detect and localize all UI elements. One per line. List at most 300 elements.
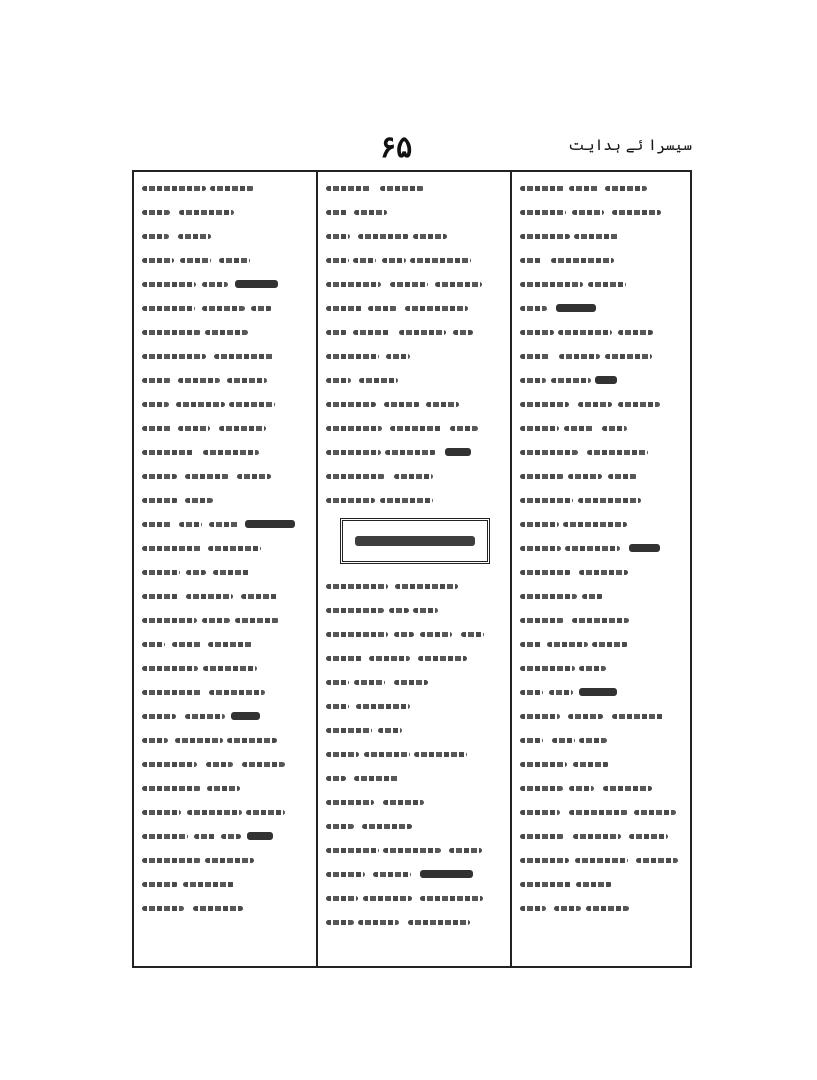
ink-stroke (435, 282, 482, 287)
ink-stroke (326, 872, 365, 877)
text-line (324, 394, 506, 414)
ink-stroke (202, 618, 230, 623)
text-line (518, 346, 686, 366)
ink-stroke (572, 210, 604, 215)
ink-stroke (595, 376, 617, 384)
ink-stroke (210, 186, 254, 191)
ink-stroke (445, 448, 471, 456)
ink-stroke (326, 450, 381, 455)
ink-stroke (202, 306, 245, 311)
ink-stroke (394, 632, 414, 637)
ink-stroke (142, 570, 180, 575)
ink-stroke (568, 714, 603, 719)
ink-stroke (605, 354, 652, 359)
ink-stroke (186, 570, 206, 575)
ink-stroke (461, 632, 484, 637)
ink-stroke (142, 306, 195, 311)
ink-stroke (179, 522, 202, 527)
text-line (518, 850, 686, 870)
text-line (140, 274, 312, 294)
ink-stroke (326, 728, 372, 733)
ink-stroke (142, 714, 176, 719)
ink-stroke (551, 258, 614, 263)
ink-stroke (142, 234, 169, 239)
ink-stroke (326, 426, 382, 431)
ink-stroke (390, 282, 428, 287)
middle-column-headwords (0, 0, 1, 1)
ink-stroke (326, 800, 374, 805)
ink-stroke (520, 450, 578, 455)
ink-stroke (602, 426, 627, 431)
ink-stroke (520, 810, 560, 815)
ink-stroke (520, 258, 542, 263)
ink-stroke (578, 402, 612, 407)
ink-stroke (185, 474, 229, 479)
ink-stroke (520, 378, 546, 383)
text-line (518, 778, 686, 798)
ink-stroke (219, 426, 266, 431)
ink-stroke (413, 608, 438, 613)
ink-stroke (227, 738, 277, 743)
text-line (140, 610, 312, 630)
ink-stroke (520, 642, 542, 647)
ink-stroke (142, 522, 172, 527)
text-line (140, 370, 312, 390)
ink-stroke (426, 402, 459, 407)
ink-stroke (551, 378, 591, 383)
ink-stroke (520, 786, 563, 791)
text-line (518, 898, 686, 918)
section-title-box (340, 518, 490, 564)
ink-stroke (418, 656, 467, 661)
ink-stroke (559, 354, 600, 359)
text-line (518, 250, 686, 270)
ink-stroke (520, 330, 554, 335)
ink-stroke (219, 258, 250, 263)
ink-stroke (326, 776, 346, 781)
ink-stroke (564, 426, 594, 431)
ink-stroke (241, 594, 278, 599)
ink-stroke (142, 330, 201, 335)
ink-stroke (363, 896, 412, 901)
ink-stroke (208, 546, 261, 551)
text-line (324, 490, 506, 510)
ink-stroke (246, 810, 285, 815)
ink-stroke (520, 834, 564, 839)
ink-stroke (209, 690, 265, 695)
ink-stroke (574, 234, 619, 239)
ink-stroke (569, 810, 628, 815)
ink-stroke (588, 282, 626, 287)
ink-stroke (579, 688, 617, 696)
ink-stroke (176, 402, 225, 407)
text-line (324, 576, 506, 596)
ink-stroke (186, 594, 233, 599)
text-line (140, 898, 312, 918)
ink-stroke (229, 402, 275, 407)
ink-stroke (142, 402, 169, 407)
ink-stroke (202, 282, 228, 287)
ink-stroke (420, 896, 483, 901)
ink-stroke (554, 906, 581, 911)
text-line (518, 682, 686, 702)
right-column-headwords (0, 0, 1, 1)
text-line (140, 802, 312, 822)
ink-stroke (142, 834, 188, 839)
text-line (324, 250, 506, 270)
ink-stroke (520, 858, 569, 863)
text-line (324, 912, 506, 932)
ink-stroke (142, 762, 197, 767)
text-line (140, 658, 312, 678)
ink-stroke (410, 258, 471, 263)
text-line (324, 720, 506, 740)
ink-stroke (142, 354, 206, 359)
ink-stroke (142, 642, 165, 647)
ink-stroke (326, 824, 354, 829)
ink-stroke (579, 570, 628, 575)
ink-stroke (356, 704, 410, 709)
ink-stroke (326, 680, 349, 685)
text-line (324, 226, 506, 246)
text-line (518, 826, 686, 846)
text-line (324, 744, 506, 764)
ink-stroke (634, 810, 676, 815)
text-line (324, 466, 506, 486)
ink-stroke (353, 258, 376, 263)
ink-stroke (179, 210, 234, 215)
headword (0, 0, 1, 1)
ink-stroke (378, 728, 402, 733)
text-line (518, 226, 686, 246)
ink-stroke (326, 354, 379, 359)
ink-stroke (520, 618, 564, 623)
text-line (140, 442, 312, 462)
ink-stroke (520, 666, 575, 671)
text-line (324, 370, 506, 390)
text-line (140, 514, 312, 534)
text-line (518, 586, 686, 606)
ink-stroke (380, 498, 433, 503)
ink-stroke (380, 186, 424, 191)
text-line (324, 202, 506, 222)
ink-stroke (579, 666, 606, 671)
ink-stroke (142, 786, 201, 791)
text-line (518, 298, 686, 318)
ink-stroke (549, 690, 573, 695)
text-line (324, 696, 506, 716)
ink-stroke (394, 680, 428, 685)
ink-stroke (368, 306, 397, 311)
section-title-ink (355, 536, 475, 546)
ink-stroke (520, 186, 565, 191)
ink-stroke (636, 858, 678, 863)
ink-stroke (235, 618, 279, 623)
ink-stroke (142, 618, 197, 623)
text-line (324, 322, 506, 342)
bottom-rule (132, 966, 692, 968)
ink-stroke (326, 330, 347, 335)
ink-stroke (326, 186, 371, 191)
ink-stroke (326, 378, 351, 383)
ink-stroke (576, 882, 612, 887)
ink-stroke (384, 402, 420, 407)
ink-stroke (520, 714, 560, 719)
text-line (324, 648, 506, 668)
ink-stroke (326, 704, 349, 709)
ink-stroke (142, 474, 177, 479)
text-line (518, 490, 686, 510)
ink-stroke (245, 520, 295, 528)
ink-stroke (399, 330, 446, 335)
text-line (140, 682, 312, 702)
ink-stroke (520, 594, 577, 599)
ink-stroke (142, 426, 172, 431)
ink-stroke (206, 762, 233, 767)
ink-stroke (390, 426, 442, 431)
text-line (324, 768, 506, 788)
text-line (140, 730, 312, 750)
text-line (518, 514, 686, 534)
ink-stroke (242, 762, 285, 767)
ink-stroke (180, 258, 211, 263)
ink-stroke (183, 882, 235, 887)
text-line (518, 730, 686, 750)
ink-stroke (208, 642, 253, 647)
ink-stroke (326, 282, 381, 287)
text-line (518, 370, 686, 390)
text-line (518, 874, 686, 894)
column-frame-right-edge (690, 172, 692, 968)
ink-stroke (520, 234, 570, 239)
text-line (324, 864, 506, 884)
text-line (140, 226, 312, 246)
ink-stroke (552, 738, 575, 743)
ink-stroke (563, 522, 627, 527)
text-line (518, 178, 686, 198)
ink-stroke (326, 402, 376, 407)
ink-stroke (237, 474, 271, 479)
text-line (324, 274, 506, 294)
text-line (324, 816, 506, 836)
ink-stroke (592, 642, 628, 647)
left-column-headwords (0, 0, 1, 1)
ink-stroke (520, 402, 569, 407)
ink-stroke (573, 762, 609, 767)
ink-stroke (235, 280, 278, 288)
ink-stroke (582, 594, 603, 599)
ink-stroke (573, 834, 621, 839)
ink-stroke (383, 800, 424, 805)
text-line (140, 322, 312, 342)
ink-stroke (326, 584, 388, 589)
ink-stroke (326, 258, 349, 263)
ink-stroke (354, 776, 399, 781)
ink-stroke (213, 570, 250, 575)
ink-stroke (326, 920, 354, 925)
ink-stroke (187, 810, 242, 815)
ink-stroke (450, 426, 478, 431)
page-header (132, 130, 692, 172)
ink-stroke (453, 330, 473, 335)
ink-stroke (405, 306, 468, 311)
text-line (324, 298, 506, 318)
text-line (518, 802, 686, 822)
ink-stroke (326, 848, 379, 853)
ink-stroke (326, 210, 348, 215)
text-line (140, 826, 312, 846)
ink-stroke (520, 426, 559, 431)
ink-stroke (603, 786, 652, 791)
text-line (140, 634, 312, 654)
ink-stroke (142, 594, 179, 599)
text-line (140, 178, 312, 198)
text-line (518, 466, 686, 486)
ink-stroke (520, 738, 543, 743)
text-line (518, 610, 686, 630)
text-line (324, 418, 506, 438)
ink-stroke (386, 354, 410, 359)
text-line (140, 250, 312, 270)
ink-stroke (175, 738, 223, 743)
ink-stroke (178, 426, 210, 431)
text-line (140, 418, 312, 438)
ink-stroke (172, 642, 202, 647)
text-line (140, 298, 312, 318)
ink-stroke (142, 258, 174, 263)
text-line (140, 778, 312, 798)
ink-stroke (569, 186, 599, 191)
ink-stroke (520, 762, 567, 767)
text-line (518, 706, 686, 726)
ink-stroke (394, 474, 433, 479)
column-right (510, 172, 692, 968)
ink-stroke (395, 584, 458, 589)
ink-stroke (618, 402, 660, 407)
ink-stroke (369, 656, 410, 661)
ink-stroke (520, 522, 559, 527)
ink-stroke (142, 450, 194, 455)
ink-stroke (520, 474, 564, 479)
text-line (324, 600, 506, 620)
text-line (140, 706, 312, 726)
ink-stroke (142, 690, 202, 695)
ink-stroke (142, 282, 196, 287)
text-line (518, 538, 686, 558)
ink-stroke (520, 906, 546, 911)
ink-stroke (251, 306, 272, 311)
text-line (518, 442, 686, 462)
ink-stroke (373, 872, 411, 877)
ink-stroke (556, 304, 596, 312)
ink-stroke (194, 834, 216, 839)
ink-stroke (326, 474, 385, 479)
ink-stroke (618, 330, 653, 335)
ink-stroke (520, 690, 543, 695)
ink-stroke (520, 210, 566, 215)
ink-stroke (520, 570, 571, 575)
ink-stroke (565, 546, 620, 551)
ink-stroke (587, 450, 648, 455)
ink-stroke (358, 234, 409, 239)
ink-stroke (142, 666, 198, 671)
headword (0, 0, 1, 1)
ink-stroke (178, 378, 220, 383)
text-line (140, 850, 312, 870)
ink-stroke (185, 714, 225, 719)
ink-stroke (326, 498, 375, 503)
ink-stroke (569, 786, 594, 791)
ink-stroke (383, 848, 441, 853)
ink-stroke (408, 920, 470, 925)
ink-stroke (326, 608, 384, 613)
ink-stroke (547, 642, 588, 647)
ink-stroke (326, 656, 363, 661)
ink-stroke (420, 870, 473, 878)
ink-stroke (385, 450, 436, 455)
ink-stroke (142, 186, 206, 191)
ink-stroke (520, 882, 572, 887)
ink-stroke (247, 832, 273, 840)
text-line (140, 490, 312, 510)
text-line (518, 274, 686, 294)
ink-stroke (629, 544, 660, 552)
ink-stroke (558, 330, 612, 335)
text-line (518, 658, 686, 678)
text-line (518, 322, 686, 342)
text-line (324, 888, 506, 908)
ink-stroke (449, 848, 482, 853)
ink-stroke (214, 354, 274, 359)
ink-stroke (359, 378, 398, 383)
ink-stroke (193, 906, 243, 911)
ink-stroke (612, 210, 661, 215)
ink-stroke (326, 632, 388, 637)
ink-stroke (207, 786, 240, 791)
ink-stroke (578, 498, 641, 503)
ink-stroke (326, 752, 359, 757)
text-line (140, 562, 312, 582)
ink-stroke (420, 632, 452, 637)
ink-stroke (326, 896, 358, 901)
ink-stroke (142, 738, 168, 743)
text-line (324, 346, 506, 366)
text-line (324, 840, 506, 860)
column-middle (316, 172, 512, 968)
ink-stroke (178, 234, 211, 239)
ink-stroke (142, 810, 181, 815)
text-line (518, 418, 686, 438)
ink-stroke (629, 834, 668, 839)
ink-stroke (364, 752, 410, 757)
text-line (140, 394, 312, 414)
text-line (518, 562, 686, 582)
ink-stroke (142, 882, 178, 887)
ink-stroke (568, 474, 602, 479)
ink-stroke (520, 546, 561, 551)
ink-stroke (605, 186, 647, 191)
ink-stroke (354, 210, 387, 215)
ink-stroke (203, 450, 259, 455)
ink-stroke (142, 546, 202, 551)
ink-stroke (362, 824, 412, 829)
ink-stroke (572, 618, 629, 623)
ink-stroke (205, 858, 254, 863)
text-line (324, 624, 506, 644)
column-left (132, 172, 318, 968)
text-line (518, 202, 686, 222)
text-line (140, 202, 312, 222)
